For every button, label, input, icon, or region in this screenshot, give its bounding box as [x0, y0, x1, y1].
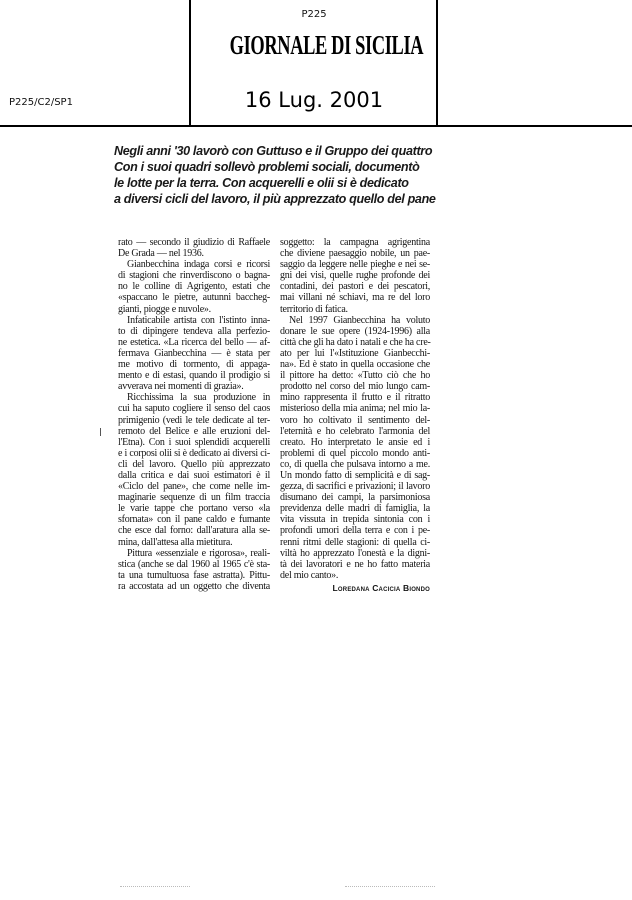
text-line: to di dipingere tendeva alla perfezio-: [118, 325, 270, 337]
text-line: rato — secondo il giudizio di Raffaele: [118, 237, 270, 248]
text-line: mina, dall'attesa alla mietitura.: [118, 536, 233, 548]
source-code: P225: [301, 9, 327, 20]
text-line: Pittura «essenziale e rigorosa», reali-: [127, 547, 270, 559]
text-line: mento e di estasi, quando il prodigio si: [118, 370, 270, 382]
headline-line: Negli anni '30 lavorò con Guttuso e il Gruppo dei quattro: [114, 144, 433, 158]
article-column-left: [118, 237, 270, 592]
text-line: ra accostata ad un oggetto che diventa: [118, 580, 270, 592]
headline-line: a diversi cicli del lavoro, il più apprezzato quello del pane: [114, 192, 436, 206]
text-line: sfornata» con il pane caldo e fumante: [118, 514, 270, 526]
scan-footer-mark: [345, 886, 435, 888]
text-line: na». Ed è stato in quella occasione che: [280, 359, 430, 371]
text-line: ato per lui l'«Istituzione Gianbecchi-: [280, 347, 430, 359]
article-column-right: [280, 237, 430, 594]
text-line: che esce dal forno: dall'aratura alla se-: [118, 525, 270, 537]
page-code: P225/C2/SP1: [9, 97, 73, 108]
text-line: Un mondo fatto di semplicità e di sag-: [280, 469, 430, 481]
text-line: Ricchissima la sua produzione in: [127, 392, 270, 404]
text-line: contadini, dei pastori e dei pescatori,: [280, 281, 430, 293]
text-line: mai villani né schiavi, ma re del loro: [280, 292, 430, 304]
text-line: mino rappresenta il frutto e il ritratto: [280, 392, 430, 404]
text-line: voro ho coltivato il sentimento del-: [280, 414, 430, 426]
text-line: maginarie sequenze di un film traccia: [118, 492, 270, 504]
text-line: saggio da leggere nelle pieghe e nei se-: [280, 259, 430, 271]
text-line: misterioso della mia anima; nel mio la-: [280, 403, 430, 415]
text-line: renni ritmi delle stagioni: di quella ci-: [280, 536, 430, 548]
text-line: problemi di quel piccolo mondo anti-: [280, 447, 430, 459]
text-line: prodotto nel corso del mio lungo cam-: [280, 381, 430, 393]
text-line: stica (anche se dal 1960 al 1965 c'è sta-: [118, 558, 270, 570]
text-line: «Ciclo del pane», che come nelle im-: [118, 481, 270, 493]
text-line: gni dei visi, quelle rughe profonde dei: [280, 270, 430, 282]
text-line: remoto del Belice e alle eruzioni del-: [118, 425, 270, 437]
text-line: disumano dei campi, la parsimoniosa: [280, 492, 430, 504]
text-line: ne estetica. «La ricerca del bello — af-: [118, 336, 270, 348]
scan-footer-mark: [120, 886, 190, 888]
text-line: soggetto: la campagna agrigentina: [280, 237, 430, 248]
text-line: l'eternità e ho celebrato l'armonia del: [280, 425, 430, 437]
text-line: fermava Gianbecchina — è stata per: [118, 347, 270, 359]
text-line: di stagioni che rinverdiscono o bagna-: [118, 270, 270, 282]
article-byline: Loredana Cacicia Biondo: [332, 582, 430, 593]
text-line: città che gli ha dato i natali e che ha cre-: [280, 336, 431, 348]
text-line: no le colline di Agrigento, estati che: [118, 281, 270, 293]
text-line: Nel 1997 Gianbecchina ha voluto: [289, 314, 430, 326]
text-line: dalla critica e dai suoi estimatori è il: [118, 469, 270, 481]
text-line: del mio canto».: [280, 569, 339, 581]
text-line: cui ha saputo cogliere il senso del caos: [118, 403, 270, 415]
text-line: vita vissuta in trepida sintonia con i: [280, 514, 430, 526]
text-line: profondi umori della terra e con i pe-: [280, 525, 430, 537]
text-line: donare le sue opere (1924-1996) alla: [280, 325, 430, 337]
text-line: gianti, piogge e nuvole».: [118, 303, 211, 315]
text-line: territorio di fatica.: [280, 303, 348, 315]
text-line: viltà ho apprezzato l'onestà e la digni-: [280, 547, 430, 559]
text-line: le varie tappe che portano verso «la: [118, 503, 270, 515]
text-line: cli del lavoro. Quello più apprezzato: [118, 458, 270, 470]
text-line: co, di quella che pulsava intorno a me.: [280, 458, 430, 470]
text-line: e i corposi olii si è dedicato ai diversi ci-: [118, 447, 270, 459]
text-line: Gianbecchina indaga corsi e ricorsi: [127, 259, 270, 271]
text-line: che diviene paesaggio nobile, un pae-: [280, 248, 430, 260]
text-line: me motivo di tormento, di appaga-: [118, 359, 270, 371]
publication-date: 16 Lug. 2001: [244, 88, 384, 112]
header-rule: [0, 125, 632, 127]
text-line: «spaccano le pietre, autunni baccheg-: [118, 292, 270, 304]
text-line: primigenio (vedi le tele dedicate al ter-: [118, 414, 270, 426]
text-line: avverava nei momenti di grazia».: [118, 381, 244, 393]
article-headline: [114, 143, 444, 207]
text-line: ta una tumultuosa fase astratta). Pittu-: [118, 569, 270, 581]
text-line: De Grada — nel 1936.: [118, 248, 204, 260]
headline-line: Con i suoi quadri sollevò problemi sociali, documentò: [114, 160, 420, 174]
text-line: gezza, di sacrifici e privazioni; il lavoro: [280, 481, 430, 493]
scan-mark: [100, 428, 101, 436]
headline-line: le lotte per la terra. Con acquerelli e olii si è dedicato: [114, 176, 409, 190]
text-line: tà dei lavoratori e ne ho fatto materia: [280, 558, 430, 570]
text-line: Infaticabile artista con l'istinto inna-: [127, 314, 270, 326]
text-line: il pittore ha detto: «Tutto ciò che ho: [280, 370, 430, 382]
newspaper-masthead: GIORNALE DI SICILIA: [229, 30, 424, 60]
text-line: creato. Ho interpretato le ansie ed i: [280, 436, 430, 448]
text-line: previdenza delle madri di famiglia, la: [280, 503, 430, 515]
text-line: l'Etna). Con i suoi splendidi acquerelli: [118, 436, 270, 448]
